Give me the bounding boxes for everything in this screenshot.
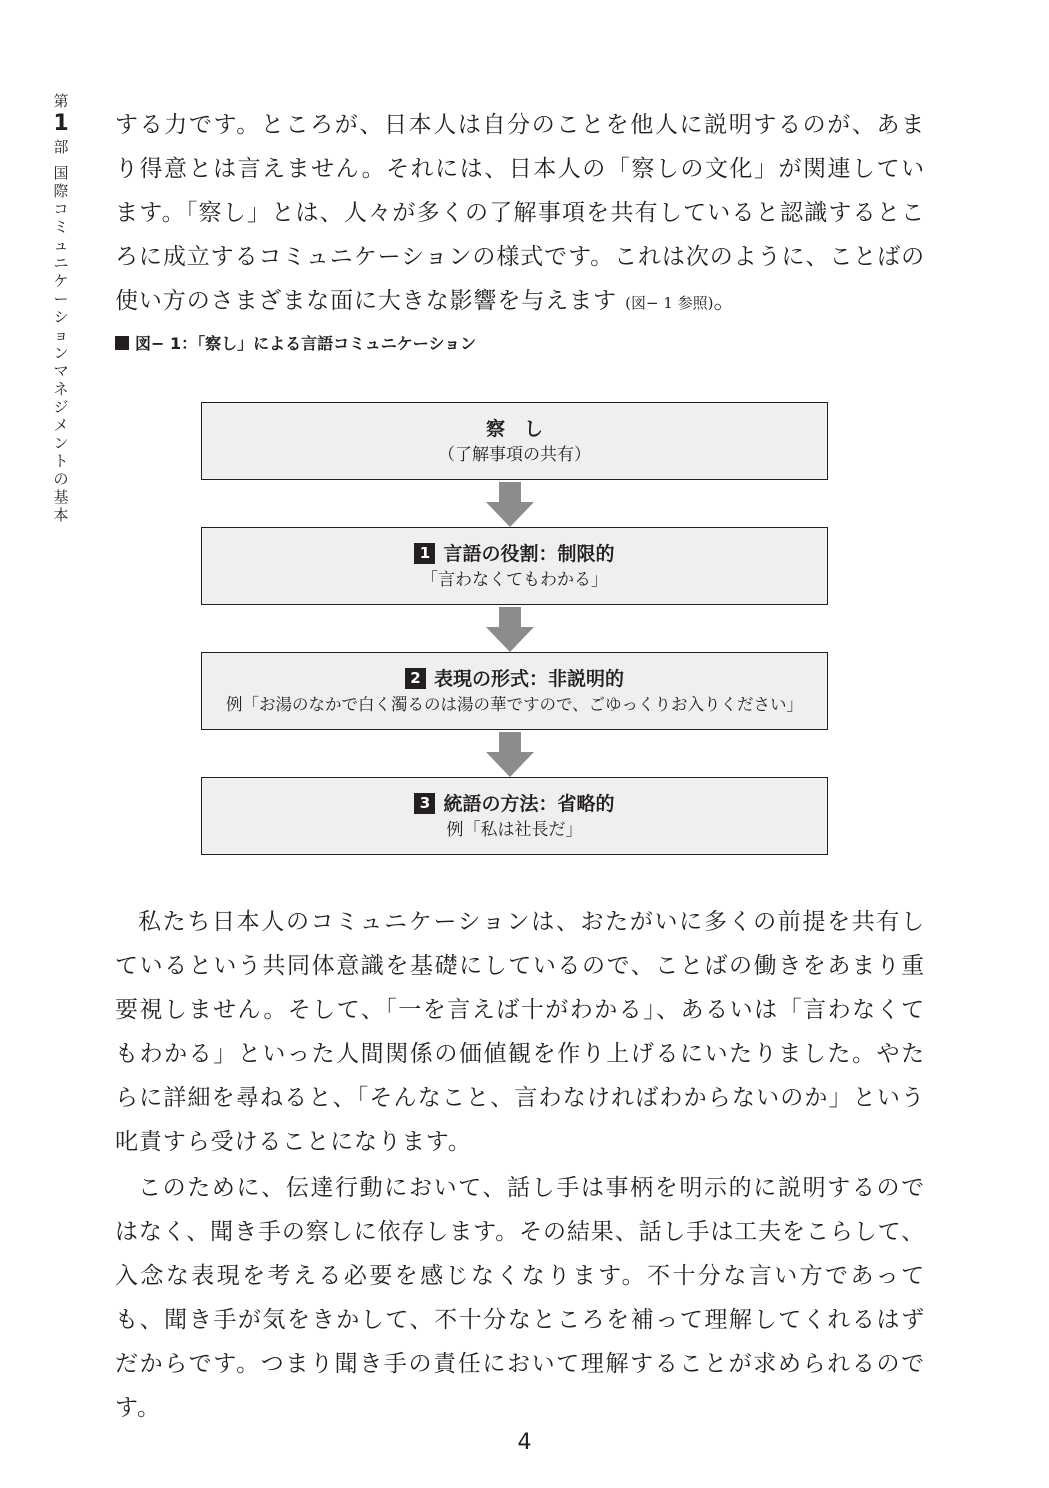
- top-box-title: 察 し: [485, 418, 543, 440]
- step-subtitle: 「言わなくてもわかる」: [421, 570, 608, 590]
- body-paragraph-1: 私たち日本人のコミュニケーションは、おたがいに多くの前提を共有しているという共同体意識を基礎にしているので、ことばの働きをあまり重要視しません。そして、「一を言えば十がわかる」、あるいは「言わなくてもわかる」といった人間関係の価値観を作り上げるにいたりました。やたらに詳細を尋ねると、「そんなこと、言わなければわからないのか」という叱責すら受けることになります。: [115, 909, 925, 1155]
- step-title: 統語の方法：省略的: [443, 793, 615, 815]
- part-prefix: 第: [53, 92, 69, 110]
- part-suffix: 部: [53, 138, 69, 156]
- step-box-1: [201, 527, 828, 605]
- step-title: 言語の役割：制限的: [443, 543, 615, 565]
- step-subtitle: 例「お湯のなかで白く濁るのは湯の華ですので、ごゆっくりお入りください」: [225, 695, 803, 714]
- figure-caption: [115, 333, 476, 355]
- step-title: 表現の形式：非説明的: [433, 668, 624, 690]
- intro-text: する力です。ところが、日本人は自分のことを他人に説明するのが、あまり得意とは言えません。それには、日本人の「察しの文化」が関連しています。「察し」とは、人々が多くの了解事項を共有していると認識するところに成立するコミュニケーションの様式です。これは次のように、ことばの使い方のさまざまな面に大きな影響を与えます: [115, 112, 925, 314]
- body-paragraph-2: このために、伝達行動において、話し手は事柄を明示的に説明するのではなく、聞き手の察しに依存します。その結果、話し手は工夫をこらして、入念な表現を考える必要を感じなくなります。不十分な言い方であっても、聞き手が気をきかして、不十分なところを補って理解してくれるはずだからです。つまり聞き手の責任において理解することが求められるのです。: [115, 1175, 925, 1421]
- step-number-badge: 2: [405, 668, 426, 689]
- top-box: [201, 402, 828, 480]
- top-box-subtitle: （了解事項の共有）: [438, 445, 591, 465]
- part-sidebar: [50, 92, 72, 524]
- step-subtitle: 例「私は社長だ」: [446, 820, 583, 840]
- step-number-badge: 3: [414, 793, 435, 814]
- step-number-badge: 1: [414, 543, 435, 564]
- figure-caption-text: 図− 1：「察し」による言語コミュニケーション: [135, 334, 477, 353]
- intro-end: 。: [713, 288, 738, 314]
- intro-paragraph: [115, 103, 925, 325]
- part-number: 1: [53, 111, 69, 136]
- down-arrow-icon: [486, 482, 534, 527]
- step-box-3: [201, 777, 828, 855]
- caption-square-icon: [115, 336, 129, 350]
- step-box-2: [201, 652, 828, 730]
- figure-reference: (図− 1 参照): [625, 294, 714, 312]
- page-number: 4: [517, 1430, 532, 1455]
- down-arrow-icon: [486, 607, 534, 652]
- down-arrow-icon: [486, 732, 534, 777]
- section-title: 国際コミュニケーションマネジメントの基本: [53, 164, 69, 524]
